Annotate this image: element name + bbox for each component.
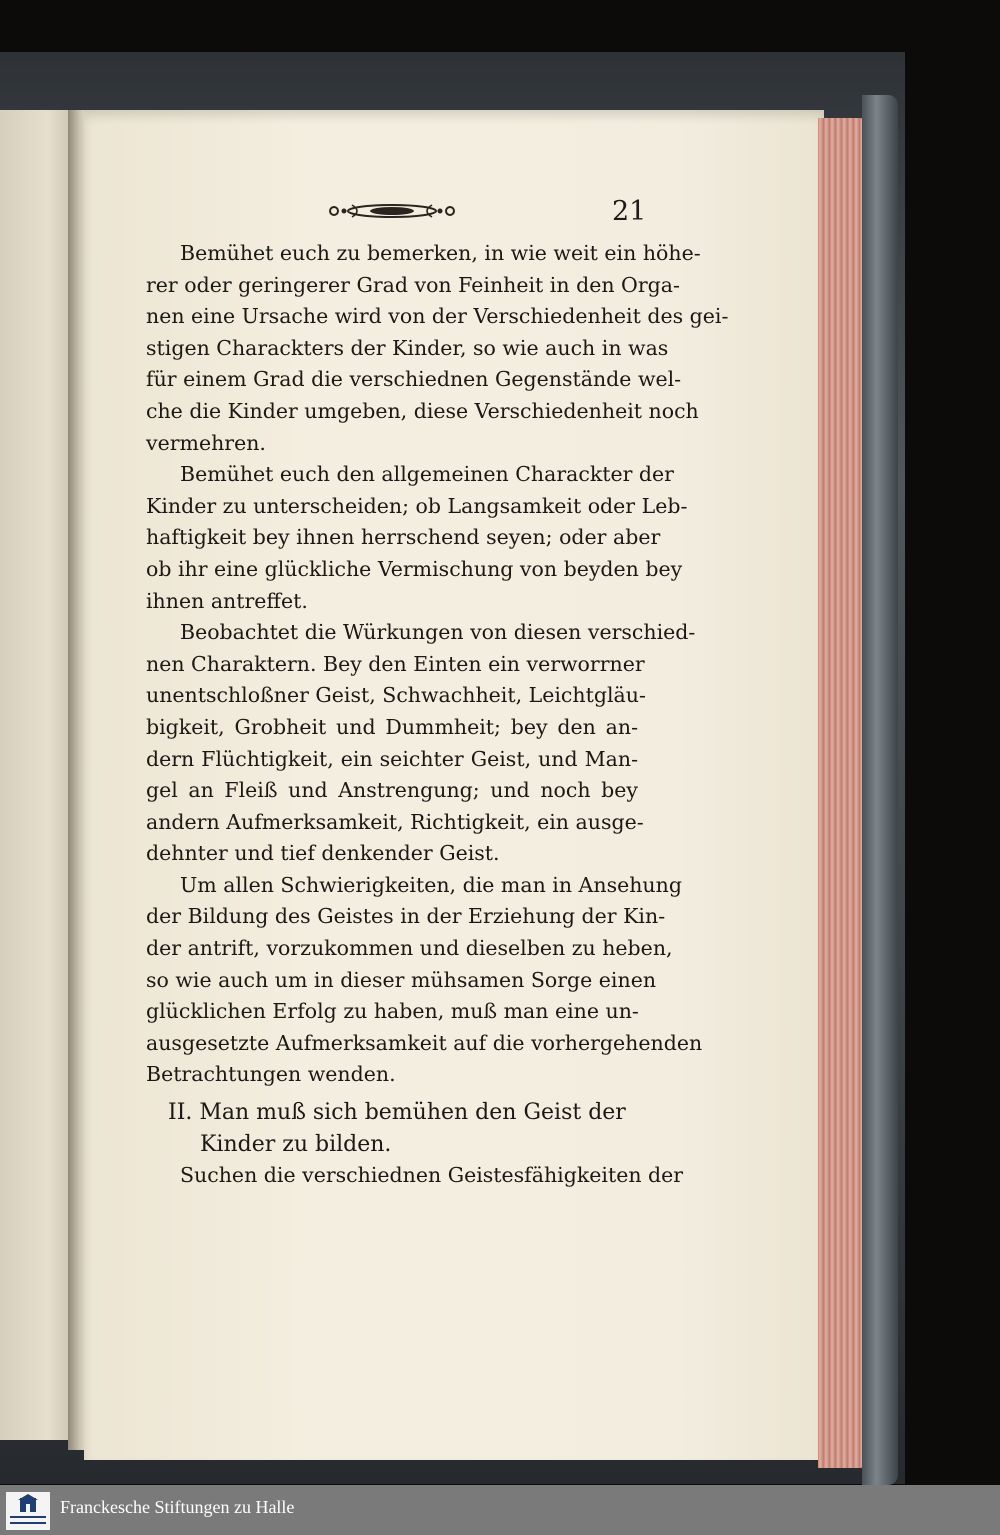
- text-line: Beobachtet die Würkungen von diesen verschied-: [180, 620, 696, 645]
- text-line: dehnter und tief denkender Geist.: [146, 841, 500, 866]
- text-line: für einem Grad die verschiednen Gegenstände wel-: [146, 367, 682, 392]
- text-line: so wie auch um in dieser mühsamen Sorge einen: [146, 967, 657, 992]
- text-line: haftigkeit bey ihnen herrschend seyen; oder aber: [146, 525, 661, 550]
- fore-edge: [818, 118, 866, 1468]
- text-line: unentschloßner Geist, Schwachheit, Leichtgläu-: [146, 683, 646, 708]
- text-line: der antrift, vorzukommen und dieselben zu heben,: [146, 936, 673, 961]
- text-line: nen eine Ursache wird von der Verschiedenheit des gei-: [146, 304, 729, 329]
- text-line: gel an Fleiß und Anstrengung; und noch bey: [146, 778, 638, 803]
- page-number: 21: [612, 196, 647, 227]
- text-line: andern Aufmerksamkeit, Richtigkeit, ein ausge-: [146, 809, 644, 834]
- text-line: Suchen die verschiednen Geistesfähigkeiten der: [180, 1163, 684, 1188]
- page-text: [146, 238, 729, 1192]
- text-line: Bemühet euch zu bemerken, in wie weit ein höhe-: [180, 241, 701, 265]
- section-heading-line: Kinder zu bilden.: [200, 1131, 392, 1157]
- text-line: rer oder geringerer Grad von Feinheit in den Orga-: [146, 272, 680, 297]
- section-heading-line: II. Man muß sich bemühen den Geist der: [168, 1100, 626, 1126]
- text-line: che die Kinder umgeben, diese Verschiedenheit noch: [146, 398, 699, 423]
- text-line: Um allen Schwierigkeiten, die man in Ansehung: [180, 872, 682, 897]
- text-line: nen Charaktern. Bey den Einten ein verworrner: [146, 651, 645, 676]
- text-line: Kinder zu unterscheiden; ob Langsamkeit oder Leb-: [146, 493, 688, 518]
- text-line: dern Flüchtigkeit, ein seichter Geist, und Man-: [146, 746, 638, 771]
- text-line: glücklichen Erfolg zu haben, muß man eine un-: [146, 999, 639, 1024]
- decorative-header-ornament-icon: [322, 200, 462, 222]
- text-line: Bemühet euch den allgemeinen Charackter der: [180, 462, 674, 487]
- text-line: ausgesetzte Aufmerksamkeit auf die vorhergehenden: [146, 1030, 703, 1055]
- text-line: ihnen antreffet.: [146, 588, 308, 613]
- franckesche-stiftungen-logo-icon: [6, 1492, 50, 1530]
- text-line: stigen Charackters der Kinder, so wie auch in was: [146, 335, 669, 360]
- cover-edge: [862, 95, 898, 1485]
- text-line: bigkeit, Grobheit und Dummheit; bey den an-: [146, 714, 638, 739]
- text-line: vermehren.: [146, 430, 266, 455]
- footer-bar: [0, 1485, 1000, 1535]
- institution-name: Franckesche Stiftungen zu Halle: [60, 1497, 295, 1517]
- text-line: ob ihr eine glückliche Vermischung von beyden bey: [146, 556, 683, 581]
- text-line: der Bildung des Geistes in der Erziehung der Kin-: [146, 904, 666, 929]
- text-line: Betrachtungen wenden.: [146, 1062, 396, 1087]
